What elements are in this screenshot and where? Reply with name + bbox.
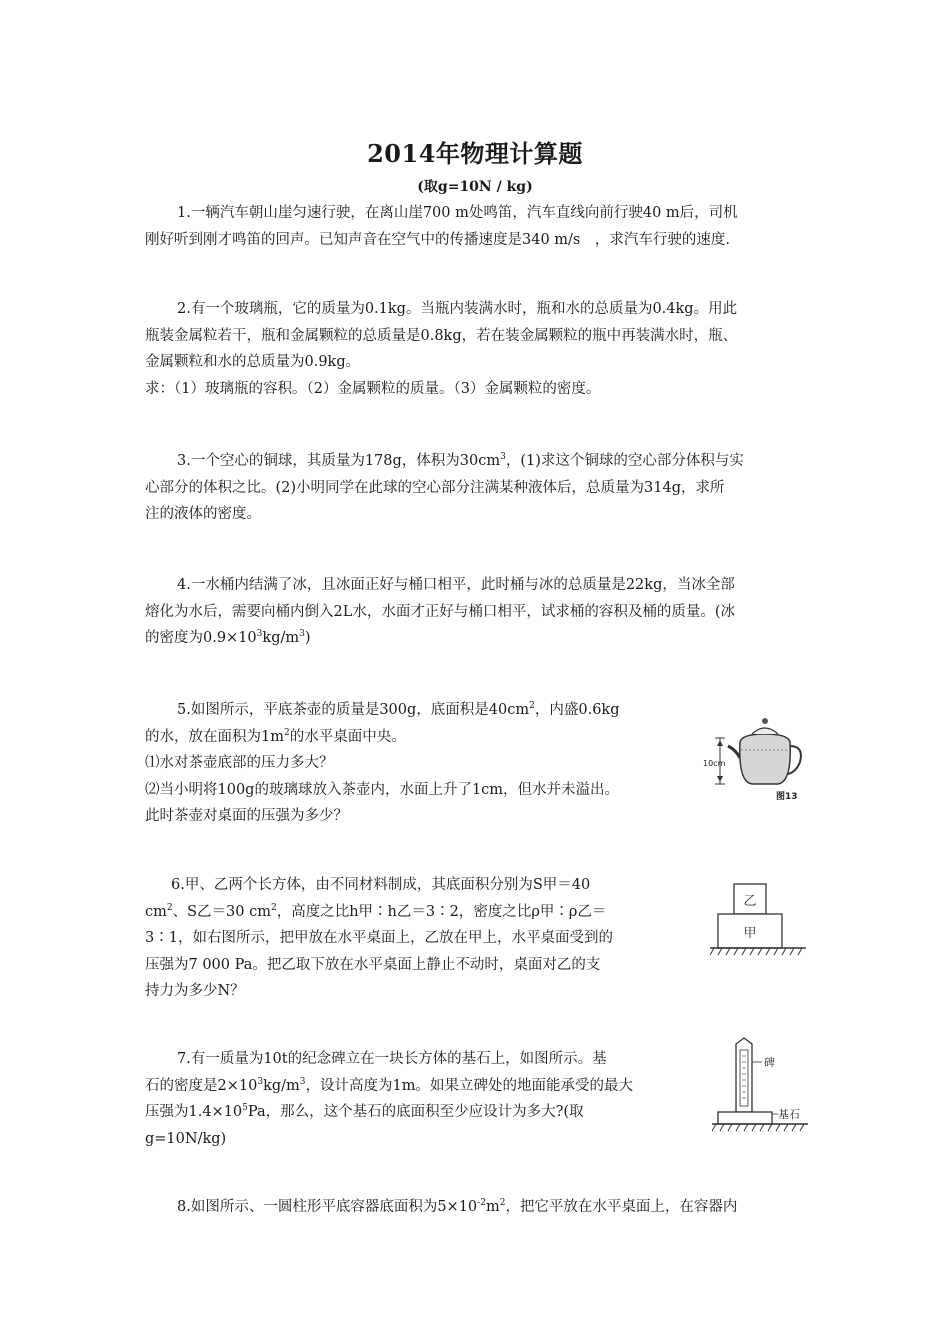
question-4-line-3: 的密度为$0.9\times 10^3kg/m^3$) (145, 629, 311, 646)
teapot-knob (762, 718, 768, 724)
question-1 (145, 200, 738, 253)
question-6-line-3: 3∶1，如右图所示，把甲放在水平桌面上，乙放在甲上，水平桌面受到的 (145, 930, 613, 946)
question-5-line-2: 的水，放在面积为$1m^2$的水平桌面中央。 (145, 727, 406, 745)
document-title: 2014年物理计算题 (367, 139, 583, 168)
ground-hatching (712, 1124, 804, 1131)
monument-figure (712, 1036, 812, 1136)
question-6-line-4: 压强为7 000 Pa。把乙取下放在水平桌面上静止不动时，桌面对乙的支 (145, 956, 601, 973)
block-jia-label: 甲 (743, 926, 757, 941)
question-7 (145, 1046, 633, 1152)
table-hatching (710, 948, 802, 955)
question-6 (145, 872, 613, 1005)
question-3-line-1: 3.一个空心的铜球，其质量为178g，体积为$30cm^3$，(1)求这个铜球的空心部分体积与实 (177, 452, 744, 469)
question-4 (145, 572, 735, 652)
question-3-line-3: 注的液体的密度。 (145, 506, 261, 522)
question-5-line-5: 此时茶壶对桌面的压强为多少？ (145, 808, 348, 824)
monument-inscription-panel (740, 1050, 748, 1106)
monument-base-stone (718, 1112, 772, 1124)
block-yi-label: 乙 (743, 894, 757, 909)
question-2-line-3: 金属颗粒和水的总质量为0.9kg。 (145, 354, 361, 370)
stacked-blocks-figure (710, 880, 810, 960)
question-2 (145, 296, 737, 402)
question-7-line-1: 7.有一质量为10t的纪念碑立在一块长方体的基石上，如图所示。基 (177, 1051, 607, 1067)
question-6-line-2: $cm^2$、S乙＝30 $cm^2$，高度之比h甲∶h乙＝3∶2，密度之比ρ甲∶ρ乙＝ (145, 902, 607, 920)
question-7-line-3: 压强为$1.4\times 10^5Pa$，那么，这个基石的底面积至少应设计为多大?(取 (145, 1103, 584, 1120)
base-stone-label: 基石 (778, 1108, 800, 1121)
question-5-line-4: ⑵当小明将100g的玻璃球放入茶壶内，水面上升了1cm，但水并未溢出。 (145, 781, 620, 798)
question-8 (145, 1194, 737, 1221)
question-2-line-4: 求：（1）玻璃瓶的容积。（2）金属颗粒的质量。（3）金属颗粒的密度。 (145, 380, 601, 397)
question-5-line-3: ⑴水对茶壶底部的压力多大？ (145, 755, 334, 771)
figure-caption: 图13 (776, 792, 798, 802)
question-2-line-2: 瓶装金属粒若干，瓶和金属颗粒的总质量是0.8kg，若在装金属颗粒的瓶中再装满水时，瓶、 (145, 327, 738, 344)
question-4-line-1: 4.一水桶内结满了冰，且冰面正好与桶口相平，此时桶与冰的总质量是22kg，当冰全部 (177, 577, 735, 593)
question-2-line-1: 2.有一个玻璃瓶，它的质量为0.1kg。当瓶内装满水时，瓶和水的总质量为0.4kg。用此 (177, 301, 738, 317)
teapot-lid (752, 728, 778, 734)
question-3-line-2: 心部分的体积之比。(2)小明同学在此球的空心部分注满某种液体后，总质量为314g，求所 (145, 479, 725, 496)
question-3 (145, 448, 744, 528)
question-6-line-1: 6.甲、乙两个长方体，由不同材料制成，其底面积分别为S甲＝40 (171, 877, 591, 893)
question-5-line-1: 5.如图所示，平底茶壶的质量是300g，底面积是$40cm^2$，内盛0.6kg (177, 701, 620, 718)
stele-label: 碑 (764, 1056, 775, 1069)
question-5 (145, 697, 620, 830)
question-4-line-2: 熔化为水后，需要向桶内倒入2L水，水面才正好与桶口相平，试求桶的容积及桶的质量。(冰 (145, 603, 736, 620)
teapot-figure (700, 710, 810, 805)
height-label: 10cm (703, 759, 726, 768)
question-8-line-1: 8.如图所示、一圆柱形平底容器底面积为$5\times 10^{-2}m^2$，把它平放在水平桌面上，在容器内 (177, 1198, 738, 1215)
teapot-spout (728, 746, 740, 758)
teapot-body (740, 734, 791, 784)
question-6-line-5: 持力为多少N？ (145, 983, 245, 999)
document-subtitle: (取g=10N / kg) (417, 179, 533, 195)
question-7-line-4: g=10N/kg) (145, 1130, 227, 1147)
question-1-line-2: 刚好听到刚才鸣笛的回声。已知声音在空气中的传播速度是340 m/s ，求汽车行驶的速度. (145, 231, 730, 248)
question-1-line-1: 1.一辆汽车朝山崖匀速行驶，在离山崖700 m处鸣笛，汽车直线向前行驶40 m后，司机 (177, 205, 738, 221)
question-7-line-2: 石的密度是$2\times 10^3kg/m^3$，设计高度为1m。如果立碑处的地面能承受的最大 (145, 1076, 633, 1094)
